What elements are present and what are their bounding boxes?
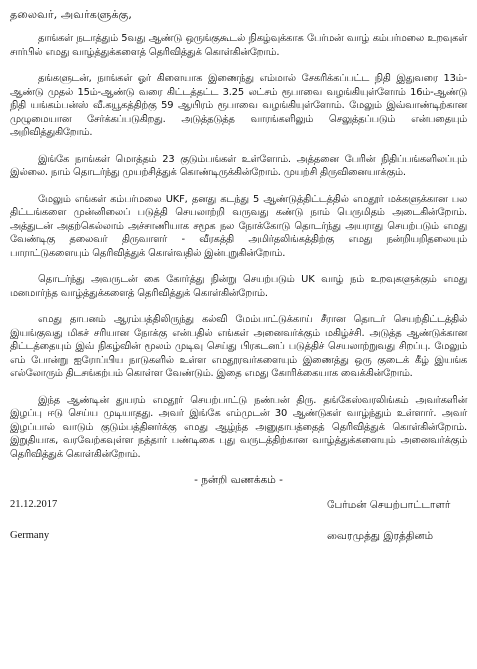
sender-title: பேர்மன் செயற்பாட்டாளர் — [327, 499, 451, 511]
paragraph-uk-relations: தொடர்ந்து அவருடன் கை கோர்த்து நின்று செயற்படும் UK வாழ் நம் உறவுகளுக்கும் எமது மனமார்ந்த வாழ்த்துக்களைத் தெரிவித்துக் கொள்கின்றோம். — [10, 274, 467, 299]
salutation: தலைவர், அவர்களுக்கு, — [10, 8, 132, 21]
paragraph-families: இங்கே நாங்கள் மொத்தம் 23 குடும்பங்கள் உள்ளோம். அத்தனை பேரின் நிதிப்பங்களிலப்பும் இல்லை. நாம் தொடர்ந்து முயற்சித்துக் கொண்டிருக்கின்றோம். முயற்சி திருவினையாக்கும். — [10, 153, 467, 178]
closing-line: - நன்றி வணக்கம் - — [194, 474, 283, 486]
paragraph-condolence: இந்த ஆண்டின் துயரம் எமதூர் செயற்பாட்டு நண்பன் திரு. தங்கேஸ்வரலிங்கம் அவர்களின் இழப்பு ஈடு செய்ய முடியாதது. அவர் இங்கே எம்முடன் 30 ஆண்டுகள் வாழ்ந்தும் உள்ளார். அவர் இழப்பால் வாடும் குடும்பத்தினர்க்கு எமது ஆழ்ந்த அனுதாபத்தைத் தெரிவித்துக் கொள்கின்றோம். இறுதியாக, வரவேற்கவுள்ள நத்தார் பண்டிகை புது வருடத்திற்கான வாழ்த்துக்களையும் அனைவர்க்கும் தெரிவித்துக் கொள்கின்றோம். — [10, 394, 467, 460]
date: 21.12.2017 — [10, 499, 58, 510]
paragraph-greeting: தாங்கள் நடாத்தும் 5வது ஆண்டு ஒருங்குகூடல் நிகழ்வுக்காக பேர்மன் வாழ் கம்பர்மலை உறவுகள் சார்பில் எமது வாழ்த்துக்களைத் தெரிவித்துக் கொள்கின்றோம். — [10, 33, 467, 58]
paragraph-ukf: மேலும் எங்கள் கம்பர்மலை UKF, தனது கடந்து 5 ஆண்டுத்திட்டத்தில் எமதூர் மக்களுக்கான பல திட்டங்களை முன்னிலைப் படுத்தி செயலாற்றி வருவது கண்டு நாம் பெருமிதம் அடைகின்றோம். அத்துடன் அதற்கெல்லாம் அச்சாணியாக சமூக நல நோக்கோடு தொடர்ந்து அயராது செயற்படும் எமது வேண்டிகு தலைவர் திருவாளர் - வீரகத்தி அமிர்தலிங்கத்திற்கு எமது நன்றியறிதலையும் பாராட்டுகளையும் தெரிவித்துக் கொள்வதில் இன்புறுகின்றோம். — [10, 193, 467, 259]
signature-row-2 — [10, 530, 467, 543]
sender-name: வைரமுத்து இரத்தினம் — [327, 530, 434, 542]
place: Germany — [10, 530, 50, 541]
signature-row-1 — [10, 499, 467, 512]
paragraph-education: எமது தாபனம் ஆரம்பத்திலிருந்து கல்வி மேம்பாட்டுக்காய் சீரான தொடர் செயற்திட்டத்தில் இயங்குவது மிகச் சரியான நோக்கு என்பதில் எங்கள் அனைவர்க்கும் மகிழ்ச்சி. அடுத்த ஆண்டுக்கான திட்டத்தையும் இவ் நிகழ்வின் மூலம் முடிவு செய்து பிரகடனப் படுத்திச் செயலாற்றுவது சிறப்பு. மேலும் எம் போன்று ஐரோப்பிய நாடுகளில் உள்ள எமதூரவர்களையும் இணைத்து ஒரு குடைக் கீழ் இயங்க எல்லோரும் திடசங்கற்பம் கொள்ள வேண்டும். இதை எமது கோரிக்கையாக வைக்கின்றோம். — [10, 314, 467, 379]
paragraph-funds: தங்களுடன், நாங்கள் ஓர் கிளையாக இணைந்து எம்மால் சேகரிக்கப்பட்ட நிதி இதுவரை 13ம்-ஆண்டு முதல் 15ம்-ஆண்டு வரை கிட்டத்தட்ட 3.25 லட்சம் ரூபாவை வழங்கியுள்ளோம் 16ம்-ஆண்டு நிதி யங்கம்பன்ஸ் வீ.கயூகத்திற்கு 59 ஆயிரம் ரூபாவை வழங்கியுள்ளோம். மேலும் இவ்வாண்டிற்கான முழுமையான சேர்க்கப்படுகிறது. அடுத்தடுத்த வாரங்களிலும் செலுத்தப்படும் என்பதையும் அறிவித்துகிறோம். — [10, 73, 467, 138]
